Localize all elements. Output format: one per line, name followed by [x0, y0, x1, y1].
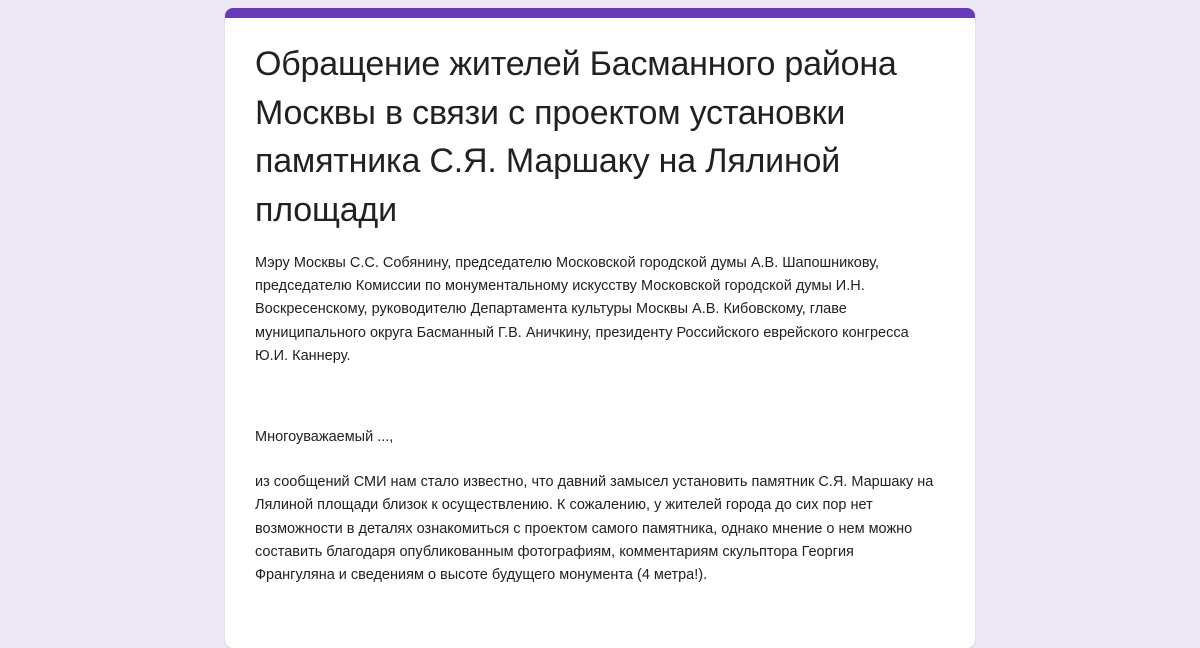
form-description — [255, 252, 935, 587]
form-header-card — [225, 8, 975, 648]
description-paragraph: из сообщений СМИ нам стало известно, что давний замысел установить памятник С.Я. Маршаку на Лялиной площади близок к осуществлению. К сожалению, у жителей города до сих пор нет возможности в деталях ознакомиться с проектом самого памятника, однако мнение о нем можно составить благодаря опубликованным фотографиям, комментариям скульптора Георгия Франгуляна и сведениям о высоте будущего монумента (4 метра!). — [255, 474, 934, 584]
form-accent-bar — [225, 8, 975, 18]
description-greeting: Многоуважаемый ..., — [255, 429, 394, 446]
form-title: Обращение жителей Басманного района Москвы в связи с проектом установки памятника С.Я. Маршаку на Лялиной площади — [255, 45, 897, 229]
form-header-content — [255, 40, 935, 587]
description-addressees: Мэру Москвы С.С. Собянину, председателю Московской городской думы А.В. Шапошникову, председателю Комиссии по монументальному искусству Московской городской думы И.Н. Воскресенскому, руководителю Департамента культуры Москвы А.В. Кибовскому, главе муниципального округа Басманный Г.В. Аничкину, президенту Российского еврейского конгресса Ю.И. Каннеру. — [255, 255, 909, 364]
